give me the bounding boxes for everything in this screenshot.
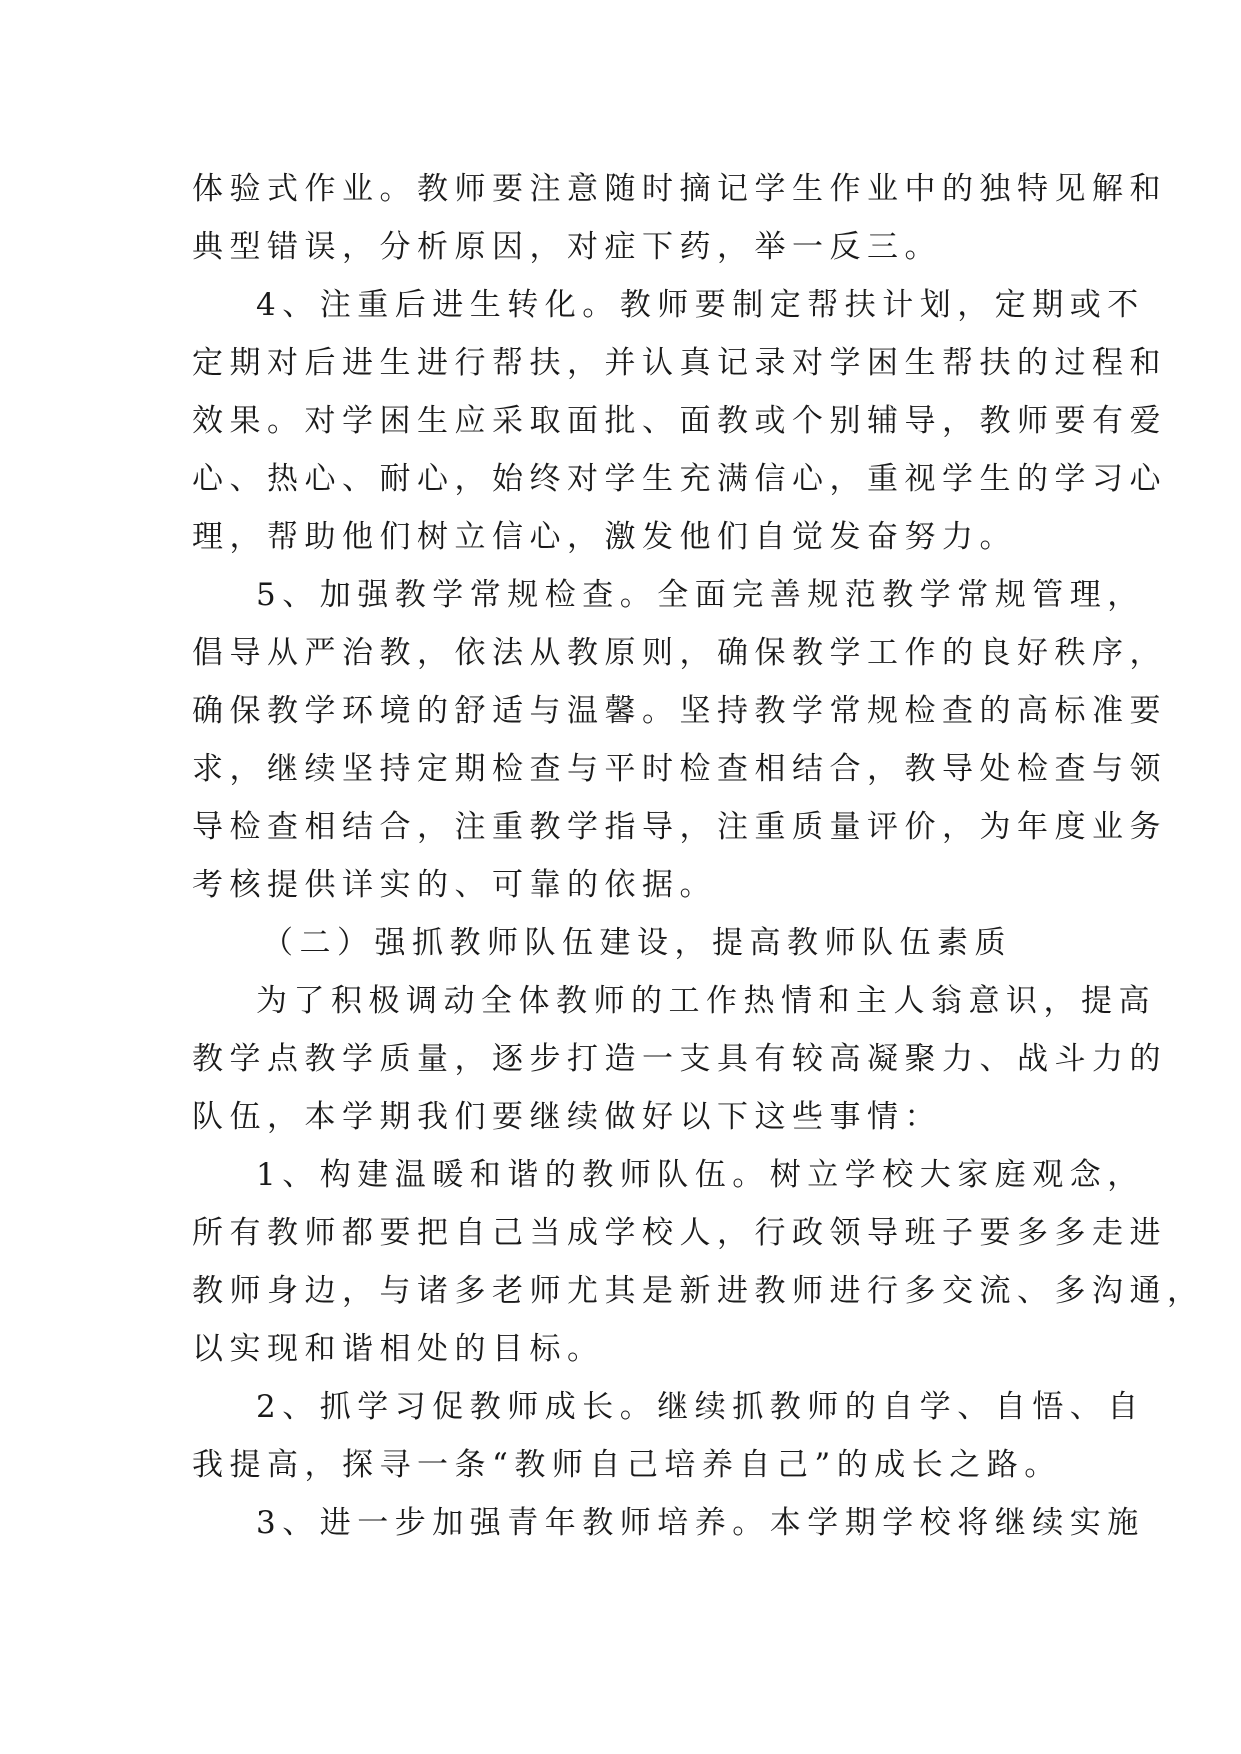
paragraph-line: 4、注重后进生转化。教师要制定帮扶计划，定期或不 xyxy=(256,287,1145,323)
paragraph-line: 效果。对学困生应采取面批、面教或个别辅导，教师要有爱 xyxy=(192,403,1167,439)
paragraph-line: 3、进一步加强青年教师培养。本学期学校将继续实施 xyxy=(256,1505,1145,1541)
paragraph-line: 确保教学环境的舒适与温馨。坚持教学常规检查的高标准要 xyxy=(192,693,1167,729)
paragraph-line: 定期对后进生进行帮扶，并认真记录对学困生帮扶的过程和 xyxy=(192,345,1167,381)
paragraph-line: 所有教师都要把自己当成学校人，行政领导班子要多多走进 xyxy=(192,1215,1167,1251)
paragraph-line: 2、抓学习促教师成长。继续抓教师的自学、自悟、自 xyxy=(256,1389,1145,1425)
paragraph-line: 队伍，本学期我们要继续做好以下这些事情： xyxy=(192,1099,942,1135)
paragraph-line: 典型错误，分析原因，对症下药，举一反三。 xyxy=(192,229,942,265)
paragraph-line: 求，继续坚持定期检查与平时检查相结合，教导处检查与领 xyxy=(192,751,1167,787)
paragraph-line: 教师身边，与诸多老师尤其是新进教师进行多交流、多沟通， xyxy=(192,1273,1205,1309)
paragraph-line: 心、热心、耐心，始终对学生充满信心，重视学生的学习心 xyxy=(192,461,1167,497)
paragraph-line: 理，帮助他们树立信心，激发他们自觉发奋努力。 xyxy=(192,519,1017,555)
paragraph-line: 5、加强教学常规检查。全面完善规范教学常规管理， xyxy=(256,577,1145,613)
paragraph-line: 我提高，探寻一条“教师自己培养自己”的成长之路。 xyxy=(192,1447,1062,1483)
paragraph-line: 考核提供详实的、可靠的依据。 xyxy=(192,867,717,903)
document-body xyxy=(192,160,1205,1552)
paragraph-line: 以实现和谐相处的目标。 xyxy=(192,1331,605,1367)
paragraph-line: 教学点教学质量，逐步打造一支具有较高凝聚力、战斗力的 xyxy=(192,1041,1167,1077)
paragraph-line: 1、构建温暖和谐的教师队伍。树立学校大家庭观念， xyxy=(256,1157,1145,1193)
paragraph-line: 体验式作业。教师要注意随时摘记学生作业中的独特见解和 xyxy=(192,171,1167,207)
paragraph-line: 为了积极调动全体教师的工作热情和主人翁意识，提高 xyxy=(256,983,1156,1019)
section-heading: （二）强抓教师队伍建设，提高教师队伍素质 xyxy=(262,925,1012,961)
paragraph-line: 导检查相结合，注重教学指导，注重质量评价，为年度业务 xyxy=(192,809,1167,845)
paragraph-line: 倡导从严治教，依法从教原则，确保教学工作的良好秩序， xyxy=(192,635,1167,671)
